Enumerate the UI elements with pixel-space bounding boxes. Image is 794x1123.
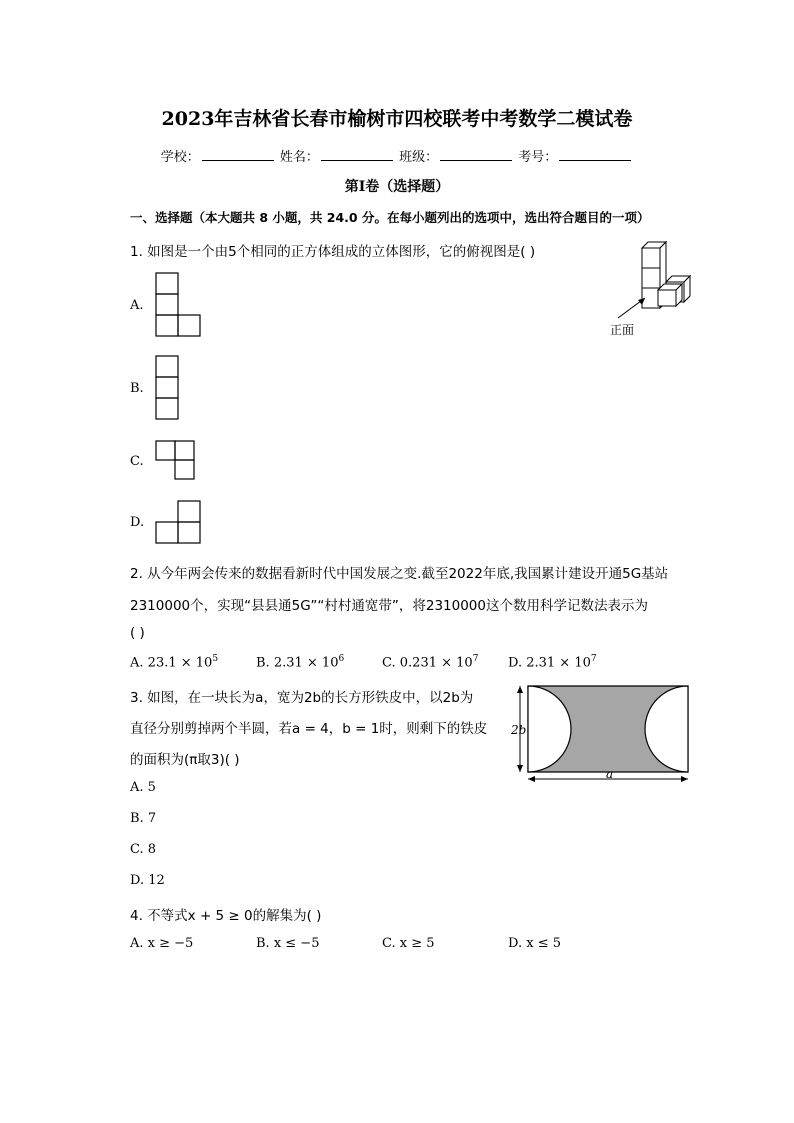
- name-blank: [321, 148, 393, 161]
- q2-option-d-mantissa: 2.31 × 10: [526, 655, 591, 671]
- q2-option-c: [382, 654, 478, 670]
- school-blank: [202, 148, 274, 161]
- q3-bottom-label: a: [606, 767, 614, 781]
- section-title: 第Ⅰ卷（选择题）: [344, 179, 450, 195]
- q1-option-d-label: D.: [130, 515, 145, 530]
- q4-option-a: A. x ≥ −5: [130, 936, 194, 951]
- q2-option-b-label: B.: [256, 655, 270, 671]
- q2-option-c-exp: 7: [472, 654, 479, 664]
- q2-option-b-exp: 6: [338, 654, 345, 664]
- q4-stem: 4. 不等式x + 5 ≥ 0的解集为( ): [130, 908, 322, 924]
- q2-option-d-label: D.: [508, 655, 523, 671]
- q3-option-c: C. 8: [130, 842, 157, 857]
- q2-stem-line2: 2310000个，实现“县县通5G”“村村通宽带”，将2310000这个数用科学记数法表示为: [130, 598, 648, 614]
- q3-rectangle-figure: [508, 684, 693, 786]
- q1-option-c-label: C.: [130, 454, 144, 469]
- q1-option-b-label: B.: [130, 381, 144, 396]
- q3-option-d: D. 12: [130, 873, 165, 888]
- school-label: 学校：: [160, 150, 200, 165]
- q2-option-a-exp: 5: [212, 654, 219, 664]
- student-info-line: [0, 146, 794, 165]
- q1-cube-figure: [600, 238, 700, 343]
- part-one-heading: 一、选择题（本大题共 8 小题，共 24.0 分。在每小题列出的选项中，选出符合题目的一项）: [130, 210, 650, 225]
- name-label: 姓名：: [279, 150, 319, 165]
- class-blank: [440, 148, 512, 161]
- q2-option-c-mantissa: 0.231 × 10: [399, 655, 473, 671]
- q1-stem: 1. 如图是一个由5个相同的正方体组成的立体图形，它的俯视图是( ): [130, 244, 536, 260]
- q3-stem-line3: 的面积为(π取3)( ): [130, 752, 240, 768]
- q3-stem-line2: 直径分别剪掉两个半圆，若a = 4，b = 1时，则剩下的铁皮: [130, 721, 488, 737]
- q3-side-label: 2b: [511, 723, 527, 737]
- q1-option-d-figure: [155, 500, 203, 546]
- q4-option-b: B. x ≤ −5: [256, 936, 320, 951]
- exam-no-label: 考号：: [518, 150, 558, 165]
- q1-option-a-label: A.: [130, 298, 144, 313]
- q3-option-b: B. 7: [130, 811, 157, 826]
- q2-option-d: [508, 654, 597, 670]
- q1-front-label: 正面: [610, 323, 635, 337]
- q2-option-d-exp: 7: [590, 654, 597, 664]
- q3-stem-line1: 3. 如图，在一块长为a，宽为2b的长方形铁皮中，以2b为: [130, 690, 474, 706]
- q2-option-b-mantissa: 2.31 × 10: [273, 655, 339, 671]
- exam-no-blank: [559, 148, 631, 161]
- q4-option-c: C. x ≥ 5: [382, 936, 435, 951]
- q2-stem-line1: 2. 从今年两会传来的数据看新时代中国发展之变.截至2022年底,我国累计建设开通5G基站: [130, 566, 669, 582]
- page-title: 2023年吉林省长春市榆树市四校联考中考数学二模试卷: [161, 108, 633, 130]
- q1-option-a-figure: [155, 272, 205, 338]
- q3-option-a: A. 5: [130, 780, 156, 795]
- q2-option-a-label: A.: [130, 655, 144, 671]
- q1-option-b-figure: [155, 355, 181, 421]
- class-label: 班级：: [399, 150, 439, 165]
- q2-stem-line3: ( ): [130, 625, 145, 641]
- q2-option-b: [256, 654, 344, 670]
- q1-option-c-figure: [155, 440, 197, 482]
- q2-option-a: [130, 654, 218, 670]
- q4-option-d: D. x ≤ 5: [508, 936, 561, 951]
- q2-option-a-mantissa: 23.1 × 10: [147, 655, 213, 671]
- q2-option-c-label: C.: [382, 655, 396, 671]
